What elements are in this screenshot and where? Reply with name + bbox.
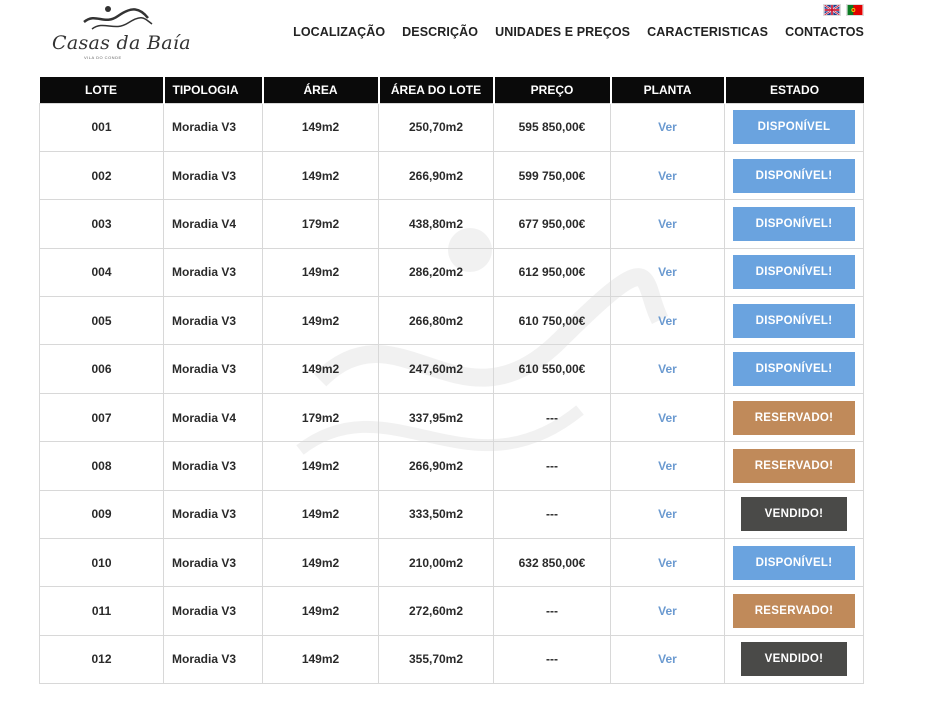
status-button[interactable]: DISPONÍVEL! — [733, 304, 855, 338]
cell-lote: 003 — [40, 200, 164, 248]
language-switcher — [823, 4, 864, 16]
nav-localizacao[interactable]: LOCALIZAÇÃO — [293, 25, 386, 39]
cell-planta — [611, 103, 725, 151]
cell-area-lote: 247,60m2 — [379, 345, 494, 393]
col-header-preco: PREÇO — [494, 77, 611, 103]
status-button[interactable]: DISPONÍVEL! — [733, 352, 855, 386]
cell-area: 149m2 — [263, 345, 379, 393]
planta-link[interactable]: Ver — [658, 168, 677, 183]
cell-area-lote: 355,70m2 — [379, 635, 494, 683]
planta-link[interactable]: Ver — [658, 410, 677, 425]
status-button[interactable]: DISPONÍVEL! — [733, 207, 855, 241]
col-header-estado: ESTADO — [725, 77, 864, 103]
cell-area-lote: 333,50m2 — [379, 490, 494, 538]
cell-planta — [611, 635, 725, 683]
table-row — [40, 103, 864, 151]
site-header — [0, 0, 928, 75]
cell-preco: 610 750,00€ — [494, 297, 611, 345]
status-button[interactable]: VENDIDO! — [741, 642, 847, 676]
cell-area-lote: 210,00m2 — [379, 539, 494, 587]
cell-tipologia: Moradia V3 — [164, 151, 263, 199]
cell-lote: 001 — [40, 103, 164, 151]
wave-logo-icon — [74, 4, 154, 34]
planta-link[interactable]: Ver — [658, 313, 677, 328]
planta-link[interactable]: Ver — [658, 604, 677, 619]
cell-estado — [725, 345, 864, 393]
planta-link[interactable]: Ver — [658, 652, 677, 667]
cell-area: 149m2 — [263, 539, 379, 587]
cell-lote: 005 — [40, 297, 164, 345]
cell-preco: --- — [494, 393, 611, 441]
cell-area-lote: 286,20m2 — [379, 248, 494, 296]
cell-estado — [725, 248, 864, 296]
cell-tipologia: Moradia V3 — [164, 635, 263, 683]
cell-estado — [725, 490, 864, 538]
cell-planta — [611, 539, 725, 587]
cell-preco: 610 550,00€ — [494, 345, 611, 393]
cell-area: 149m2 — [263, 248, 379, 296]
cell-planta — [611, 393, 725, 441]
planta-link[interactable]: Ver — [658, 120, 677, 135]
portugal-flag-icon[interactable] — [846, 4, 864, 16]
cell-preco: 595 850,00€ — [494, 103, 611, 151]
cell-estado — [725, 151, 864, 199]
cell-planta — [611, 200, 725, 248]
cell-planta — [611, 297, 725, 345]
cell-preco: 632 850,00€ — [494, 539, 611, 587]
table-row — [40, 490, 864, 538]
cell-area: 149m2 — [263, 442, 379, 490]
cell-lote: 011 — [40, 587, 164, 635]
cell-lote: 008 — [40, 442, 164, 490]
cell-tipologia: Moradia V3 — [164, 248, 263, 296]
planta-link[interactable]: Ver — [658, 265, 677, 280]
planta-link[interactable]: Ver — [658, 362, 677, 377]
cell-planta — [611, 248, 725, 296]
table-row — [40, 151, 864, 199]
cell-planta — [611, 587, 725, 635]
cell-tipologia: Moradia V3 — [164, 539, 263, 587]
cell-planta — [611, 442, 725, 490]
cell-preco: --- — [494, 490, 611, 538]
cell-preco: --- — [494, 587, 611, 635]
cell-planta — [611, 151, 725, 199]
cell-tipologia: Moradia V4 — [164, 393, 263, 441]
planta-link[interactable]: Ver — [658, 507, 677, 522]
cell-estado — [725, 442, 864, 490]
col-header-tipologia: TIPOLOGIA — [164, 77, 263, 103]
cell-estado — [725, 539, 864, 587]
cell-area: 179m2 — [263, 200, 379, 248]
cell-planta — [611, 490, 725, 538]
col-header-lote: LOTE — [40, 77, 164, 103]
cell-tipologia: Moradia V3 — [164, 103, 263, 151]
col-header-planta: PLANTA — [611, 77, 725, 103]
cell-tipologia: Moradia V3 — [164, 345, 263, 393]
cell-area-lote: 250,70m2 — [379, 103, 494, 151]
cell-estado — [725, 103, 864, 151]
cell-estado — [725, 393, 864, 441]
cell-area-lote: 266,80m2 — [379, 297, 494, 345]
status-button[interactable]: DISPONÍVEL! — [733, 546, 855, 580]
main-nav — [293, 25, 864, 39]
cell-tipologia: Moradia V3 — [164, 587, 263, 635]
planta-link[interactable]: Ver — [658, 458, 677, 473]
nav-descricao[interactable]: DESCRIÇÃO — [402, 25, 479, 39]
status-button[interactable]: RESERVADO! — [733, 449, 855, 483]
cell-area: 149m2 — [263, 490, 379, 538]
planta-link[interactable]: Ver — [658, 555, 677, 570]
cell-area: 149m2 — [263, 635, 379, 683]
cell-estado — [725, 587, 864, 635]
col-header-area-do-lote: ÁREA DO LOTE — [379, 77, 494, 103]
logo-subtitle: VILA DO CONDE — [84, 55, 122, 60]
cell-tipologia: Moradia V3 — [164, 297, 263, 345]
col-header-area: ÁREA — [263, 77, 379, 103]
table-body — [40, 103, 864, 684]
brand-logo[interactable] — [52, 4, 191, 60]
cell-tipologia: Moradia V3 — [164, 442, 263, 490]
cell-area-lote: 438,80m2 — [379, 200, 494, 248]
cell-estado — [725, 635, 864, 683]
table-row — [40, 297, 864, 345]
cell-area: 149m2 — [263, 103, 379, 151]
cell-preco: --- — [494, 635, 611, 683]
cell-tipologia: Moradia V4 — [164, 200, 263, 248]
cell-lote: 002 — [40, 151, 164, 199]
status-button[interactable]: DISPONÍVEL! — [733, 159, 855, 193]
cell-area: 149m2 — [263, 587, 379, 635]
cell-lote: 004 — [40, 248, 164, 296]
cell-preco: 677 950,00€ — [494, 200, 611, 248]
status-button[interactable]: DISPONÍVEL! — [733, 255, 855, 289]
cell-estado — [725, 297, 864, 345]
uk-flag-icon[interactable] — [823, 4, 841, 16]
cell-area: 149m2 — [263, 297, 379, 345]
table-row — [40, 539, 864, 587]
cell-estado — [725, 200, 864, 248]
units-table-wrapper — [39, 77, 863, 684]
status-button[interactable]: RESERVADO! — [733, 401, 855, 435]
nav-caracteristicas[interactable]: CARACTERISTICAS — [647, 25, 769, 39]
status-button[interactable]: DISPONÍVEL — [733, 110, 855, 144]
cell-preco: --- — [494, 442, 611, 490]
cell-lote: 009 — [40, 490, 164, 538]
table-row — [40, 393, 864, 441]
status-button[interactable]: RESERVADO! — [733, 594, 855, 628]
nav-contactos[interactable]: CONTACTOS — [785, 25, 864, 39]
status-button[interactable]: VENDIDO! — [741, 497, 847, 531]
cell-area-lote: 272,60m2 — [379, 587, 494, 635]
cell-area: 149m2 — [263, 151, 379, 199]
logo-text: Casas da Baía — [52, 32, 191, 54]
table-row — [40, 587, 864, 635]
cell-area-lote: 266,90m2 — [379, 442, 494, 490]
cell-tipologia: Moradia V3 — [164, 490, 263, 538]
cell-area: 179m2 — [263, 393, 379, 441]
cell-lote: 006 — [40, 345, 164, 393]
table-row — [40, 345, 864, 393]
planta-link[interactable]: Ver — [658, 216, 677, 231]
cell-planta — [611, 345, 725, 393]
cell-lote: 007 — [40, 393, 164, 441]
units-prices-table — [39, 77, 864, 684]
cell-preco: 599 750,00€ — [494, 151, 611, 199]
cell-lote: 012 — [40, 635, 164, 683]
cell-preco: 612 950,00€ — [494, 248, 611, 296]
cell-lote: 010 — [40, 539, 164, 587]
cell-area-lote: 337,95m2 — [379, 393, 494, 441]
cell-area-lote: 266,90m2 — [379, 151, 494, 199]
table-row — [40, 442, 864, 490]
nav-unidades-e-precos[interactable]: UNIDADES E PREÇOS — [495, 25, 631, 39]
table-row — [40, 200, 864, 248]
table-header-row — [40, 77, 864, 103]
table-row — [40, 635, 864, 683]
table-row — [40, 248, 864, 296]
